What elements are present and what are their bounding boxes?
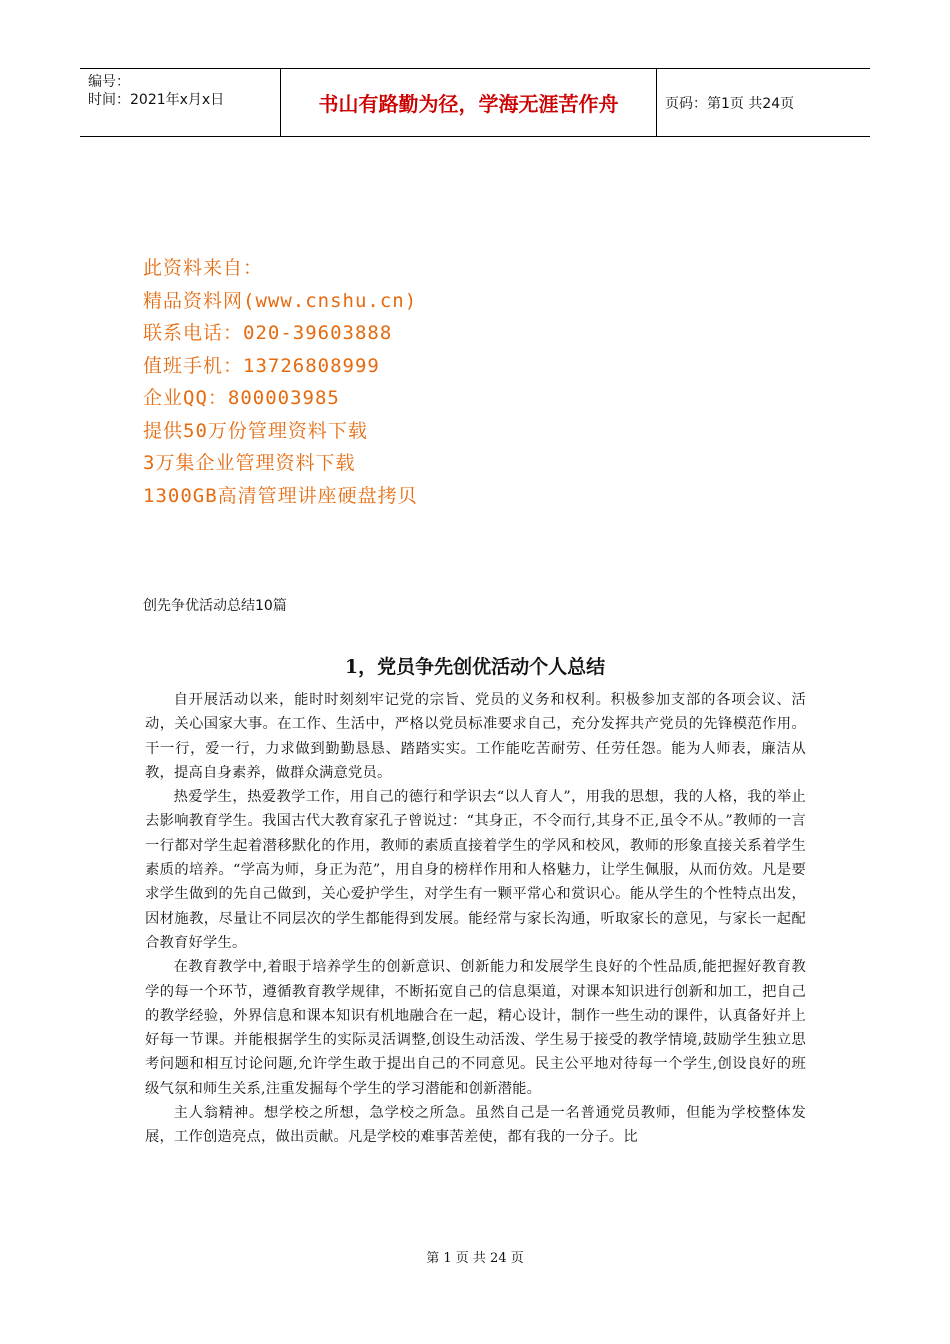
body-text [145,688,806,1150]
source-line: 3万集企业管理资料下载 [143,452,356,474]
header-info-cell [80,69,280,136]
source-line: 值班手机：13726808999 [143,354,380,377]
paragraph: 热爱学生，热爱教学工作，用自己的德行和学识去“以人育人”，用我的思想，我的人格，我的举止去影响教育学生。我国古代大教育家孔子曾说过：“其身正，不令而行,其身不正,虽令不从。”教师的一言一行都对学生起着潜移默化的作用，教师的素质直接着学生的学风和校风，教师的形象直接关系着学生素质的培养。“学高为师，身正为范”，用自身的榜样作用和人格魅力，让学生佩服，从而仿效。凡是要求学生做到的先自己做到，关心爱护学生，对学生有一颗平常心和赏识心。能从学生的个性特点出发，因材施教，尽量让不同层次的学生都能得到发展。能经常与家长沟通，听取家长的意见，与家长一起配合教育好学生。 [145,789,806,951]
document-title: 创先争优活动总结10篇 [143,598,287,614]
header-table [80,68,870,137]
header-page-code: 页码：第1页 共24页 [665,95,795,112]
number-label: 编号： [88,74,130,90]
source-line: 此资料来自： [143,257,264,279]
header-slogan: 书山有路勤为径，学海无涯苦作舟 [280,69,657,136]
paragraph: 主人翁精神。想学校之所想，急学校之所急。虽然自己是一名普通党员教师，但能为学校整体发展，工作创造亮点，做出贡献。凡是学校的难事苦差使，都有我的一分子。比 [145,1105,806,1146]
source-line: 提供50万份管理资料下载 [143,419,368,442]
paragraph: 在教育教学中,着眼于培养学生的创新意识、创新能力和发展学生良好的个性品质,能把握好教育教学的每一个环节，遵循教育教学规律，不断拓宽自己的信息渠道，对课本知识进行创新和加工，把自己的教学经验，外界信息和课本知识有机地融合在一起，精心设计，制作一些生动的课件，认真备好并上好每一节课。并能根据学生的实际灵活调整,创设生动活泼、学生易于接受的教学情境,鼓励学生独立思考问题和相互讨论问题,允许学生敢于提出自己的不同意见。民主公平地对待每一个学生,创设良好的班级气氛和师生关系,注重发掘每个学生的学习潜能和创新潜能。 [145,959,806,1097]
paragraph: 自开展活动以来，能时时刻刻牢记党的宗旨、党员的义务和权利。积极参加支部的各项会议、活动，关心国家大事。在工作、生活中，严格以党员标准要求自己，充分发挥共产党员的先锋模范作用。干一行，爱一行，力求做到勤勤恳恳、踏踏实实。工作能吃苦耐劳、任劳任怨。能为人师表，廉洁从教，提高自身素养，做群众满意党员。 [145,692,806,781]
source-block [143,252,418,512]
source-line: 企业QQ：800003985 [143,387,340,409]
section-title: 1，党员争先创优活动个人总结 [344,656,606,678]
source-line: 精品资料网(www.cnshu.cn) [143,289,418,312]
page-footer: 第 1 页 共 24 页 [426,1251,524,1266]
time-label: 时间：2021年x月x日 [88,92,225,108]
source-line: 联系电话：020-39603888 [143,322,393,344]
source-line: 1300GB高清管理讲座硬盘拷贝 [143,484,418,507]
